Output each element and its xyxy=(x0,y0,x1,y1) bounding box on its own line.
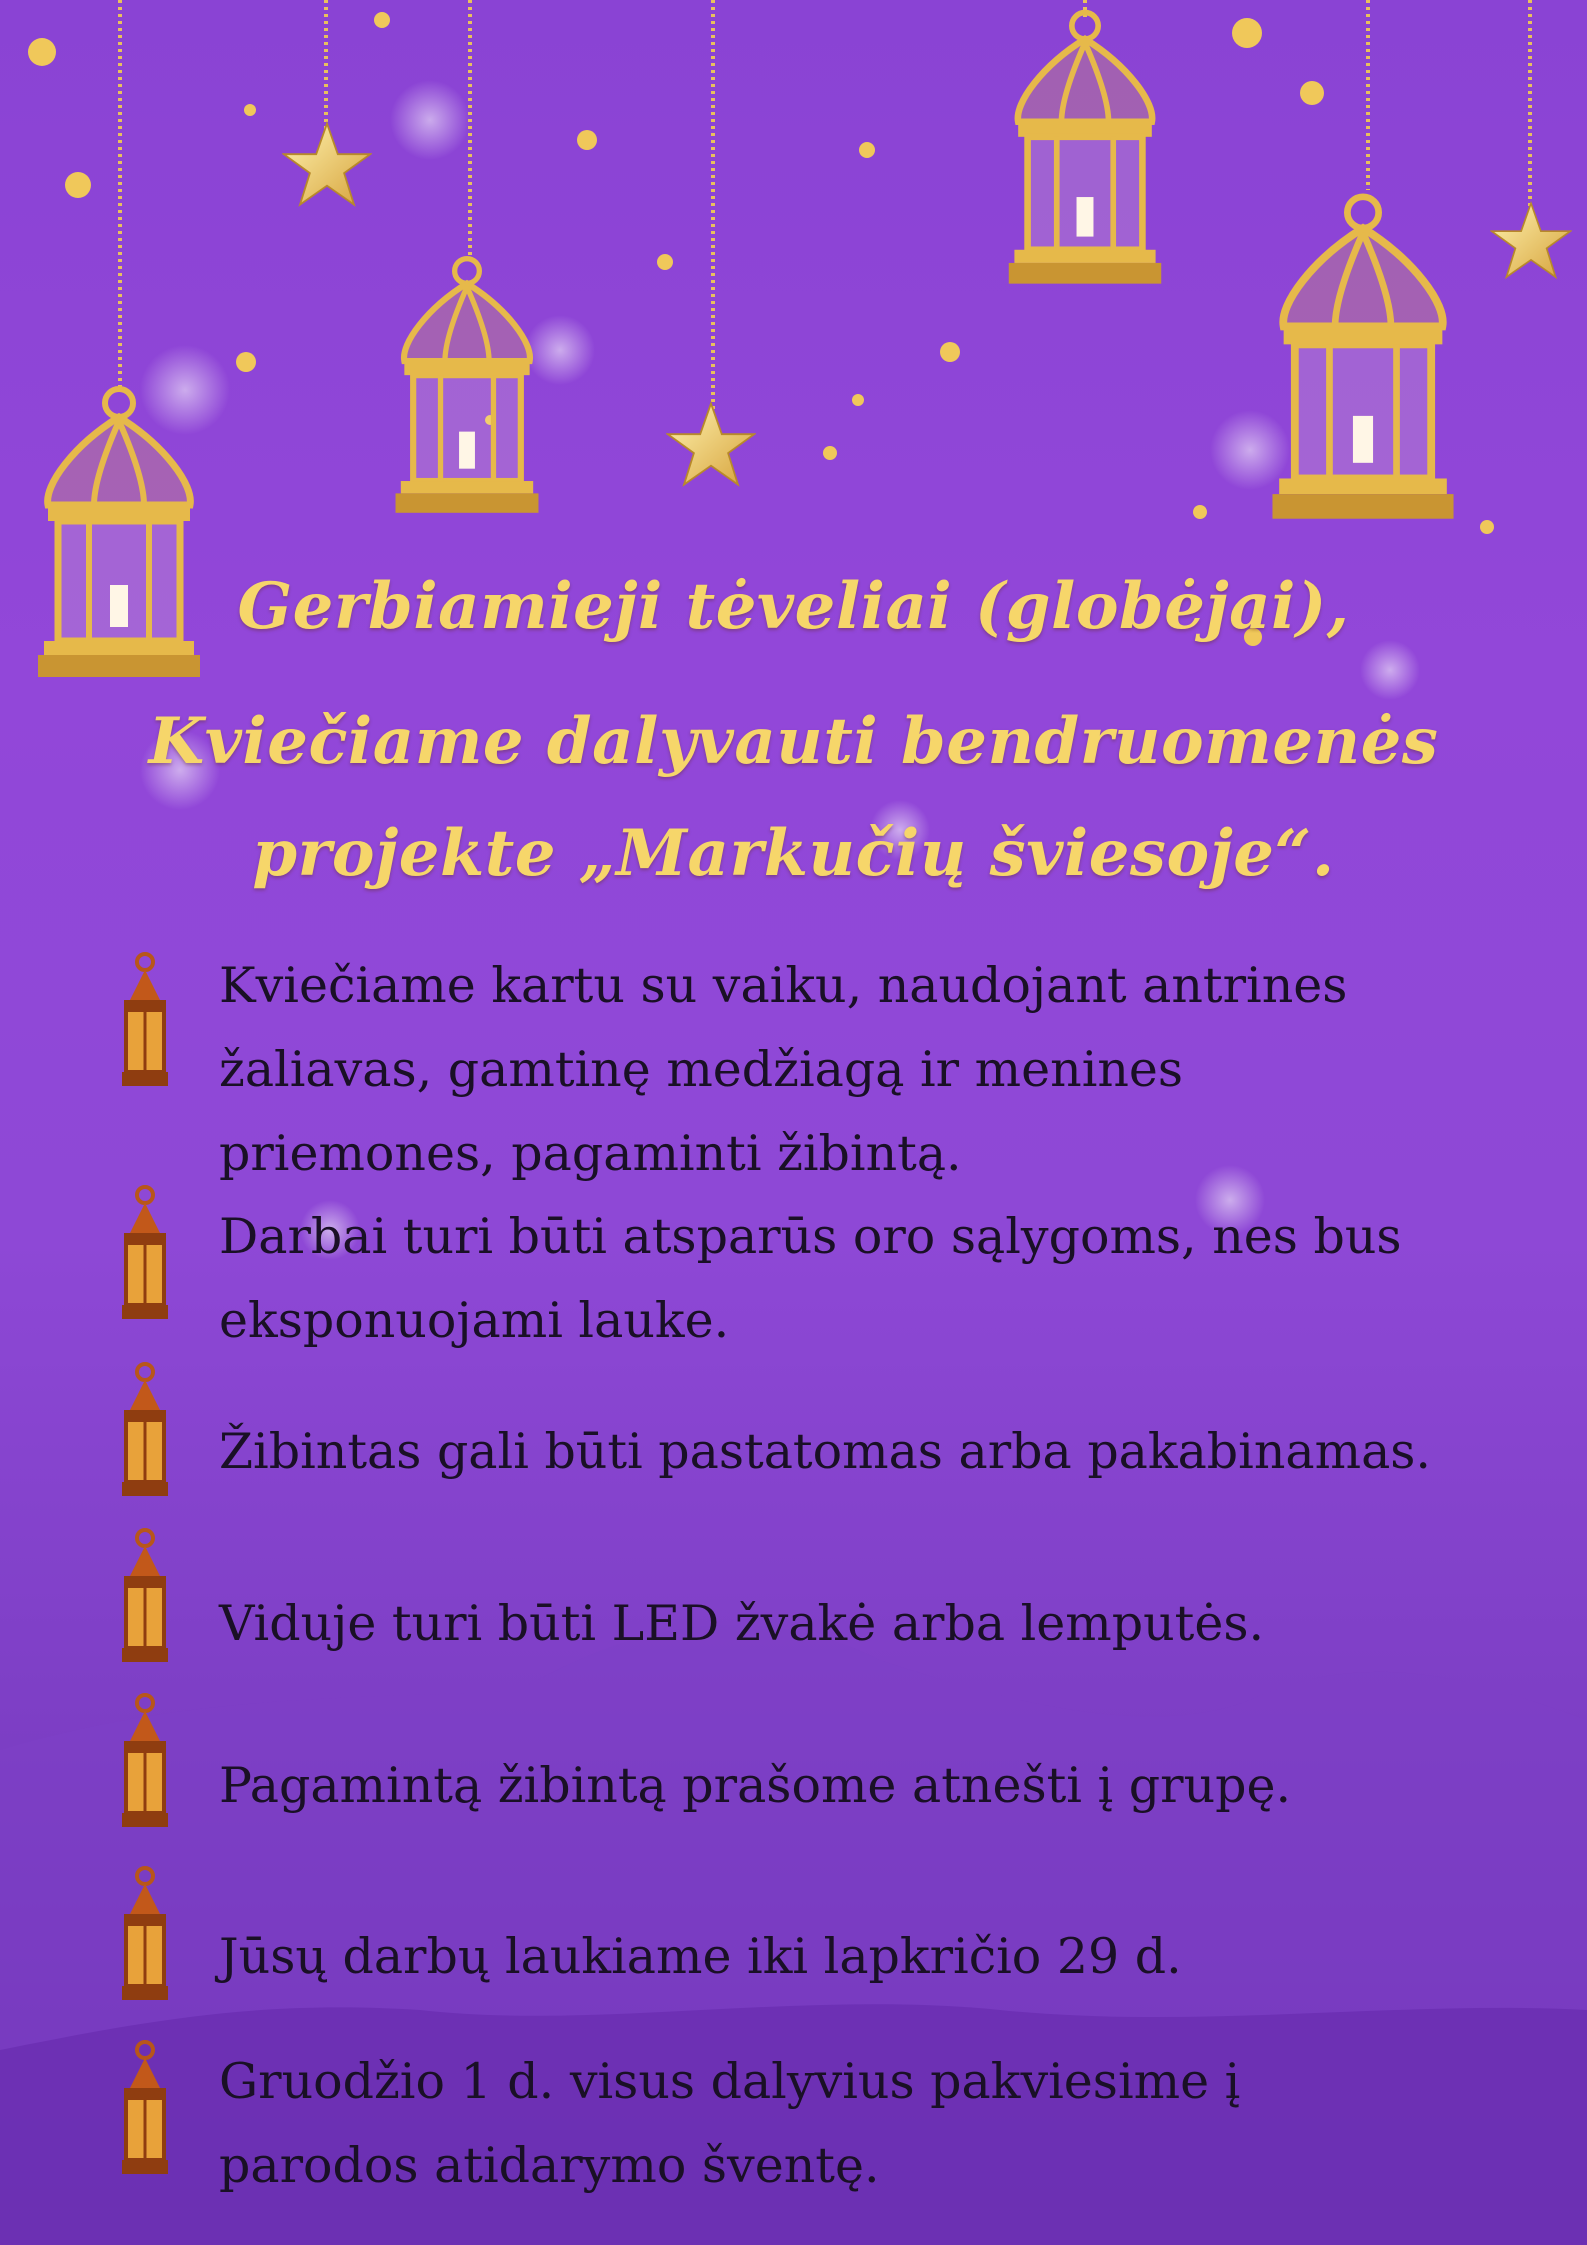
list-item-text: Gruodžio 1 d. visus dalyvius pakviesime į parodos atidarymo šventę. xyxy=(219,2053,1241,2194)
lantern-bullet-icon xyxy=(110,1866,180,2016)
lantern-bullet-icon xyxy=(110,1362,180,1512)
list-item-text: Kviečiame kartu su vaiku, naudojant antrines žaliavas, gamtinę medžiagą ir menines priemones, pagaminti žibintą. xyxy=(219,957,1348,1182)
lantern-bullet-icon xyxy=(110,2040,180,2190)
list-item-text: Pagamintą žibintą prašome atnešti į grupę. xyxy=(219,1757,1292,1814)
gold-lantern-icon xyxy=(34,385,204,685)
lantern-bullet-icon xyxy=(110,1528,180,1678)
lantern-bullet-icon xyxy=(110,1185,180,1335)
lantern-bullet-icon xyxy=(110,1693,180,1843)
gold-lantern-icon xyxy=(1005,5,1165,295)
hanging-star-icon xyxy=(282,120,372,210)
hanging-star-icon xyxy=(1490,200,1572,282)
list-item-text: Jūsų darbų laukiame iki lapkričio 29 d. xyxy=(219,1928,1182,1985)
list-item-text: Viduje turi būti LED žvakė arba lemputės. xyxy=(219,1595,1265,1652)
heading-line-1: Gerbiamieji tėveliai (globėjai), xyxy=(237,569,1350,644)
gold-lantern-icon xyxy=(1268,190,1458,530)
list-item-text: Žibintas gali būti pastatomas arba pakabinamas. xyxy=(219,1423,1432,1480)
lantern-bullet-icon xyxy=(110,952,180,1102)
list-item-text: Darbai turi būti atsparūs oro sąlygoms, nes bus eksponuojami lauke. xyxy=(219,1208,1402,1349)
heading-line-3: projekte „Markučių šviesoje“. xyxy=(252,816,1335,891)
heading-line-2: Kviečiame dalyvauti bendruomenės xyxy=(148,704,1439,779)
hanging-star-icon xyxy=(666,400,756,490)
gold-lantern-icon xyxy=(392,250,542,525)
